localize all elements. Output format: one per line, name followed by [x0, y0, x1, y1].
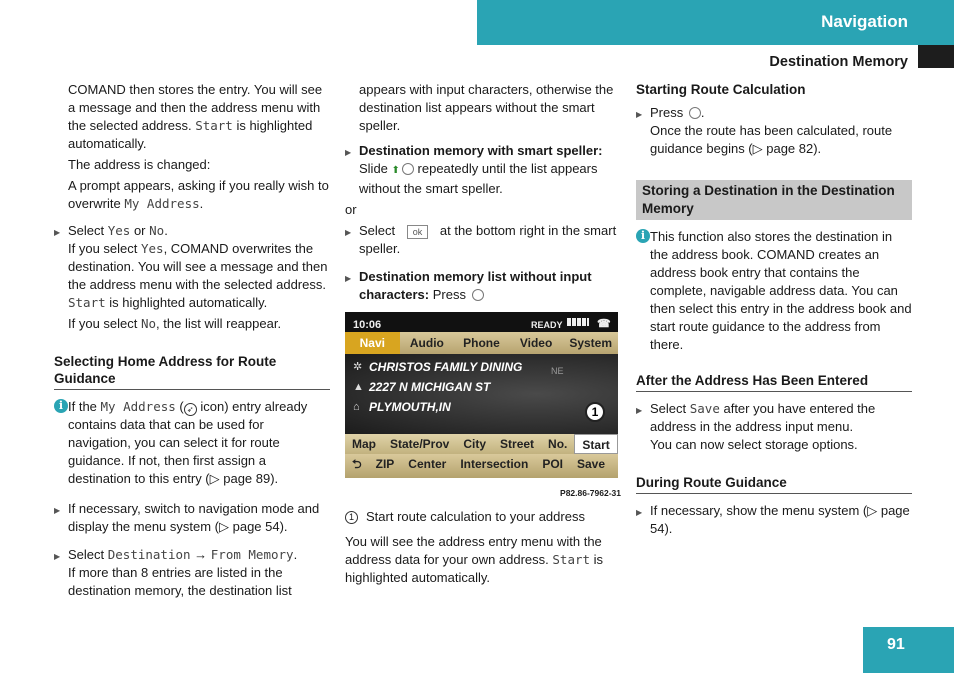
btn-city: City — [463, 437, 487, 451]
menu-audio: Audio — [409, 336, 444, 350]
subsection-heading: Selecting Home Address for Route Guidance — [54, 353, 330, 390]
paragraph: appears with input characters, otherwise the destination list appears without the smart speller. — [359, 82, 614, 133]
chapter-title: Navigation — [821, 12, 908, 31]
paragraph: The address is changed: — [68, 157, 211, 172]
controller-press-icon — [689, 107, 701, 119]
btn-start: Start — [574, 434, 617, 454]
controller-slide-icon: ⬆ — [391, 165, 400, 176]
bullet-item: ▶ Destination memory list without input characters: Press — [345, 268, 621, 304]
screen-address-entries — [345, 354, 618, 434]
bullet-item: ▶ Select Save after you have entered the address in the address input menu. You can now select storage options. — [636, 400, 912, 454]
btn-no: No. — [548, 437, 568, 451]
or-text: or — [345, 202, 357, 217]
column-3 — [636, 81, 912, 548]
btn-intersection: Intersection — [460, 457, 529, 471]
screen-status-bar — [345, 312, 618, 332]
entry-city: PLYMOUTH,IN — [369, 400, 451, 414]
screen-address-menu — [345, 434, 618, 454]
bullet-item: ▶ Select Yes or No. If you select Yes, COMAND overwrites the destination. You will see a message and then the address menu with the selected address. Start is highlighted automatically. If you select No, the list will reappear. — [54, 222, 330, 333]
subsection-heading: Starting Route Calculation — [636, 82, 806, 97]
entry-street: 2227 N MICHIGAN ST — [369, 380, 491, 394]
bullet-item: ▶ Select ok at the bottom right in the smart speller. — [345, 222, 621, 258]
menu-navi: Navi — [345, 332, 400, 354]
subsection-heading: During Route Guidance — [636, 474, 912, 494]
info-note: i If the My Address ( ➶ icon) entry already contains data that can be used for navigation, you can select it for route guidance. If not, then first assign a destination to this entry (▷ page 89). — [54, 398, 330, 488]
bullet-item: ▶ Destination memory with smart speller: Slide ⬆ repeatedly until the list appears without the smart speller. — [345, 142, 621, 198]
btn-zip: ZIP — [375, 457, 395, 471]
phone-icon: ☎ — [597, 318, 611, 330]
section-box-heading: Storing a Destination in the Destination Memory — [636, 180, 912, 220]
paragraph: COMAND then stores the entry. You will see a message and then the address menu with the selected address. Start is highlighted automatically. — [68, 82, 323, 151]
caption-number: 1 — [345, 511, 358, 524]
bullet-item: ▶ Press . Once the route has been calculated, route guidance begins (▷ page 82). — [636, 104, 912, 158]
back-arrow-icon: ⮌ — [352, 457, 362, 471]
page-number-box — [863, 627, 954, 673]
thumb-tab — [918, 45, 954, 68]
menu-phone: Phone — [463, 336, 500, 350]
bullet-item: ▶ Select Destination → From Memory. If more than 8 entries are listed in the destination memory, the destination list — [54, 546, 330, 600]
home-address-icon: ➶ — [184, 403, 197, 416]
street-icon: ▲ — [353, 381, 364, 393]
signal-icon — [567, 318, 589, 326]
figure-code: P82.86-7962-31 — [560, 488, 621, 498]
restaurant-icon: ✲ — [353, 361, 363, 373]
subsection-heading: After the Address Has Been Entered — [636, 372, 912, 392]
controller-press-icon — [472, 289, 484, 301]
callout-1: 1 — [585, 402, 605, 422]
section-title: Destination Memory — [769, 54, 908, 70]
column-1 — [54, 81, 330, 610]
column-2 — [345, 81, 621, 587]
controller-knob-icon — [402, 163, 414, 175]
figure-caption: 1 Start route calculation to your address — [345, 508, 621, 526]
ok-button-icon: ok — [407, 225, 429, 239]
screen-main-menu — [345, 332, 618, 354]
screen-bottom-menu — [345, 454, 618, 478]
comand-screenshot — [345, 312, 618, 478]
page-number: 91 — [887, 636, 905, 653]
btn-state: State/Prov — [390, 437, 450, 451]
bullet-item: ▶ If necessary, switch to navigation mode and display the menu system (▷ page 54). — [54, 500, 330, 536]
bullet-item: ▶ If necessary, show the menu system (▷ page 54). — [636, 502, 912, 538]
btn-street: Street — [500, 437, 535, 451]
compass-label: NE — [551, 366, 564, 376]
chapter-header — [477, 0, 954, 45]
info-icon: i — [54, 399, 68, 413]
paragraph: A prompt appears, asking if you really wish to overwrite My Address. — [68, 178, 329, 211]
city-icon: ⌂ — [353, 401, 360, 413]
btn-map: Map — [352, 437, 376, 451]
paragraph: You will see the address entry menu with the address data for your own address. Start is highlighted automatically. — [345, 534, 604, 585]
entry-name: CHRISTOS FAMILY DINING — [369, 360, 523, 374]
btn-center: Center — [408, 457, 447, 471]
menu-video: Video — [519, 336, 553, 350]
screen-status: READY — [531, 320, 563, 330]
btn-save: Save — [577, 457, 606, 471]
info-icon: i — [636, 229, 650, 243]
menu-system: System — [569, 336, 613, 350]
screen-time: 10:06 — [353, 319, 382, 331]
info-note: i This function also stores the destination in the address book. COMAND creates an address book entry that contains the complete, navigable address data. You can then select this entry in the address book and start route guidance to the address from there. — [636, 228, 912, 354]
btn-poi: POI — [542, 457, 563, 471]
